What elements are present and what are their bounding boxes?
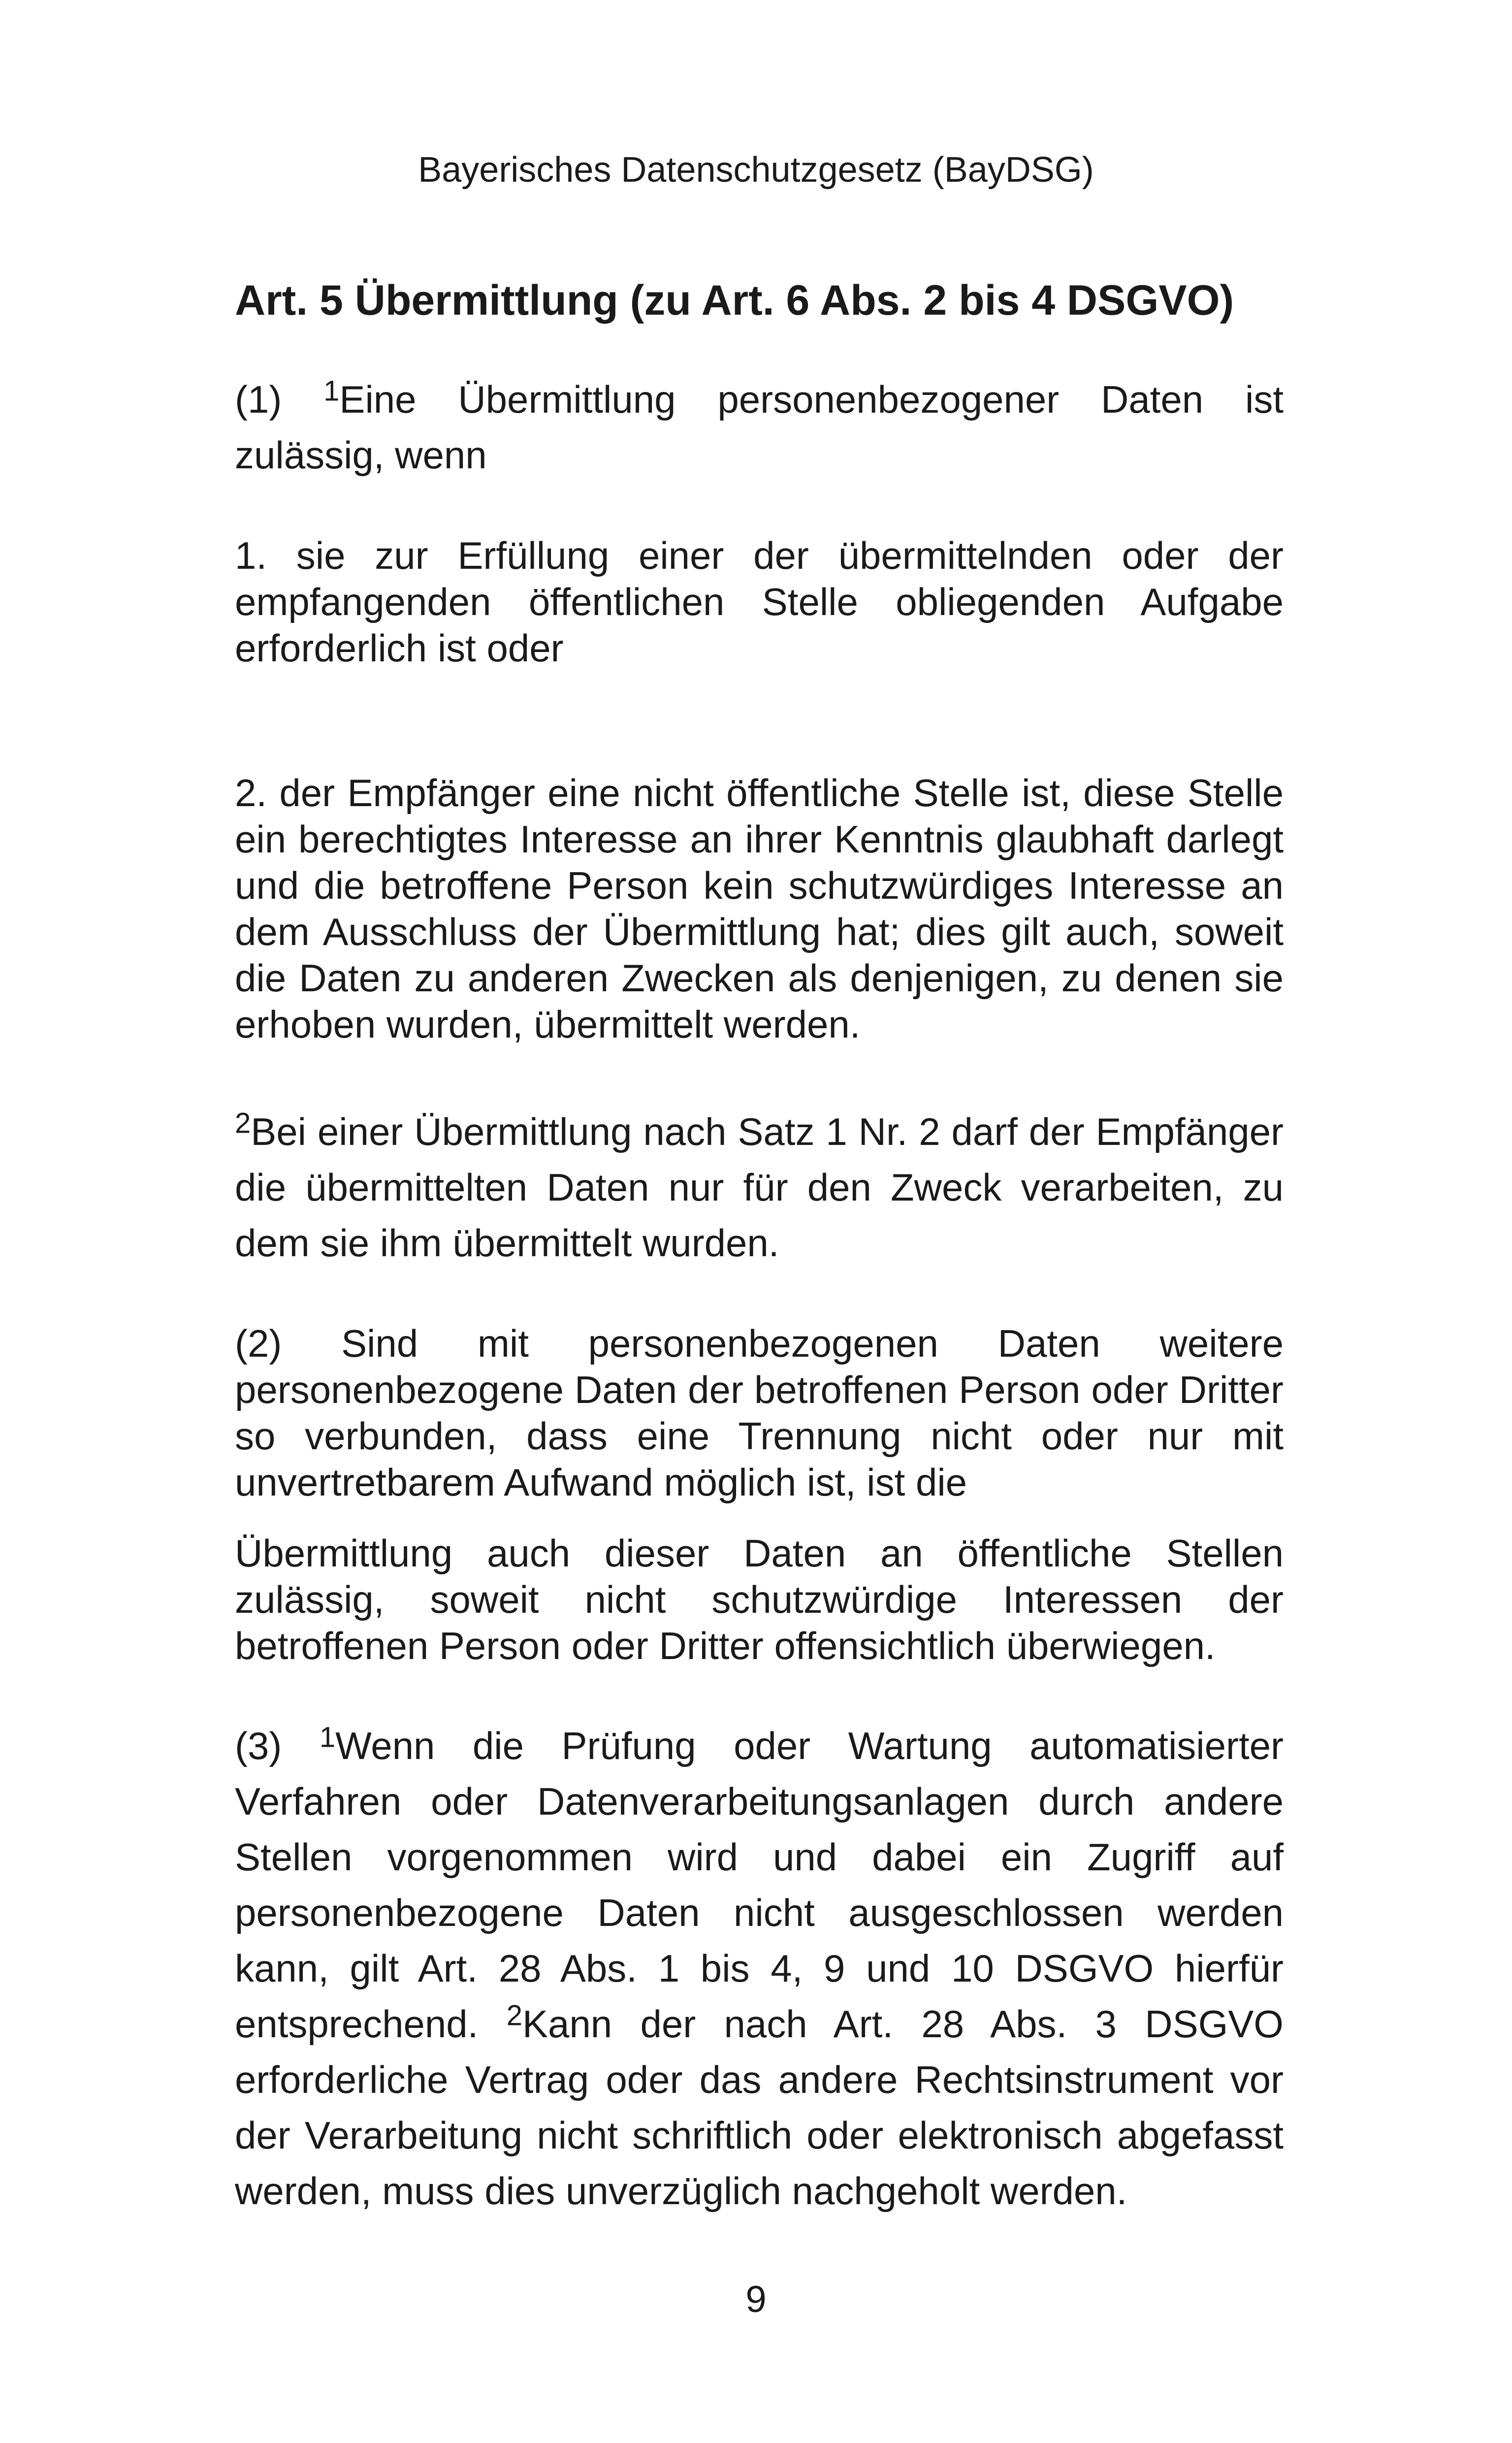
article-body: [235, 273, 1284, 2219]
paragraph-1-sentence-2: [235, 1104, 1284, 1271]
sentence-text: Eine Übermittlung personenbezogener Daten ist zulässig, wenn: [235, 378, 1284, 477]
sentence-text: Kann der nach Art. 28 Abs. 3 DSGVO erforderliche Vertrag oder das andere Rechtsinstrument vor der Verarbeitung nicht schriftlich oder elektronisch abgefasst werden, muss dies unverzüglich nachgeholt werden.: [235, 2002, 1284, 2213]
sentence-number: 2: [235, 1107, 251, 1140]
sentence-number: 1: [319, 1721, 336, 1754]
paragraph-2-part-1: (2) Sind mit personenbezogenen Daten weitere personenbezogene Daten der betroffenen Person oder Dritter so verbunden, dass eine Trennung nicht oder nur mit unvertretbarem Aufwand möglich ist, ist die: [235, 1322, 1284, 1504]
list-item-2: 2. der Empfänger eine nicht öffentliche Stelle ist, diese Stelle ein berechtigtes Interesse an ihrer Kenntnis glaubhaft darlegt und die betroffene Person kein schutzwürdiges Interesse an dem Ausschluss der Übermittlung hat; dies gilt auch, soweit die Daten zu anderen Zwecken als denjenigen, zu denen sie erhoben wurden, übermittelt werden.: [235, 771, 1284, 1046]
paragraph-marker: (1): [235, 378, 324, 421]
article-title: Art. 5 Übermittlung (zu Art. 6 Abs. 2 bis 4 DSGVO): [235, 277, 1234, 324]
sentence-text: Wenn die Prüfung oder Wartung automatisierter Verfahren oder Datenverarbeitungsanlagen durch andere Stellen vorgenommen wird und dabei ein Zugriff auf personenbezogene Daten nicht ausgeschlossen werden kann, gilt Art. 28 Abs. 1 bis 4, 9 und 10 DSGVO hierfür entsprechend.: [235, 1724, 1284, 2046]
running-header: Bayerisches Datenschutzgesetz (BayDSG): [418, 150, 1094, 190]
paragraph-3: [235, 1718, 1284, 2219]
paragraph-marker: (3): [235, 1724, 320, 1767]
page-number: 9: [745, 2279, 767, 2320]
list-item-1: 1. sie zur Erfüllung einer der übermittelnden oder der empfangenden öffentlichen Stelle obliegenden Aufgabe erforderlich ist oder: [235, 534, 1284, 670]
paragraph-1-intro: [235, 372, 1284, 483]
sentence-number: 2: [506, 1999, 522, 2032]
sentence-number: 1: [323, 375, 340, 407]
paragraph-2-part-2: Übermittlung auch dieser Daten an öffentliche Stellen zulässig, soweit nicht schutzwürdige Interessen der betroffenen Person oder Dritter offensichtlich überwiegen.: [235, 1531, 1284, 1667]
sentence-text: Bei einer Übermittlung nach Satz 1 Nr. 2 darf der Empfänger die übermittelten Daten nur für den Zweck verarbeiten, zu dem sie ihm übermittelt wurden.: [235, 1110, 1284, 1265]
